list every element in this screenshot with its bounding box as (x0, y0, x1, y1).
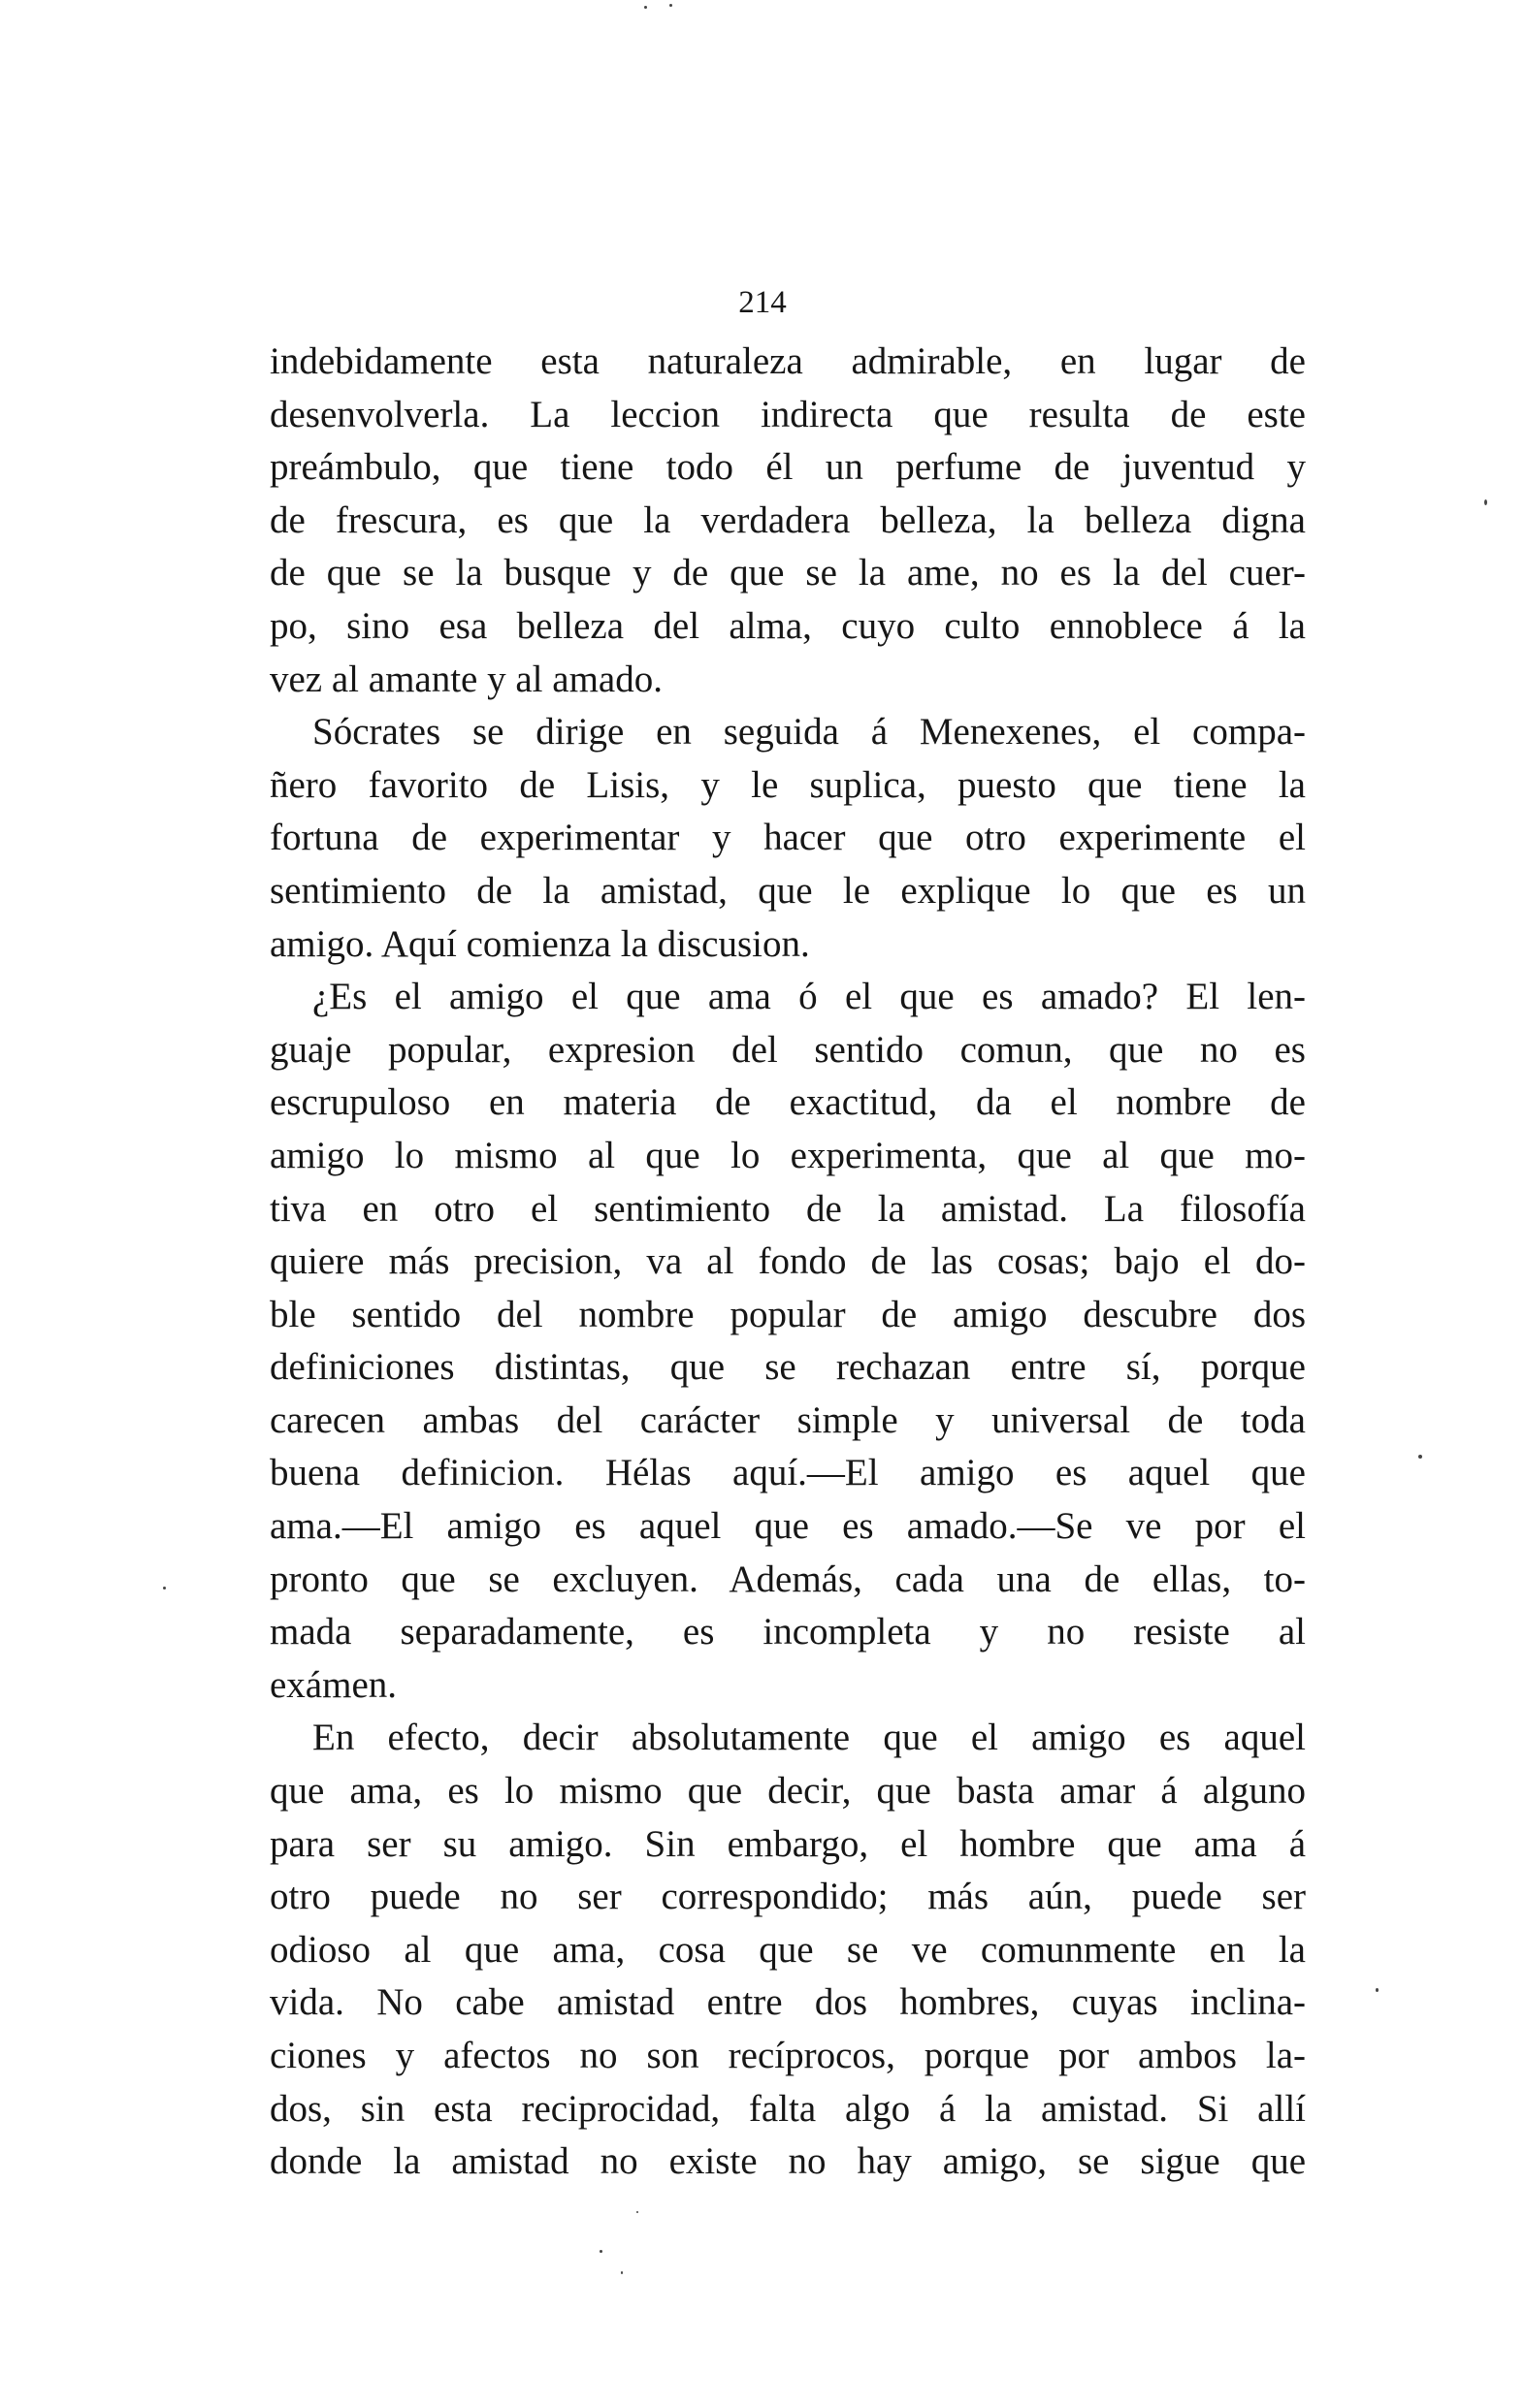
scan-speck (621, 2271, 623, 2274)
text-line: de frescura, es que la verdadera belleza, la belleza digna (270, 498, 1306, 541)
scan-speck (163, 1587, 166, 1589)
scan-speck (669, 4, 672, 7)
scan-speck (636, 2211, 638, 2213)
text-line: vez al amante y al amado. (270, 658, 663, 700)
text-line: carecen ambas del carácter simple y universal de toda (270, 1398, 1306, 1441)
text-line: exámen. (270, 1663, 398, 1706)
scan-speck (1418, 1455, 1422, 1459)
text-line: definiciones distintas, que se rechazan entre sí, porque (270, 1346, 1306, 1389)
text-line: otro puede no ser correspondido; más aún, puede ser (270, 1876, 1306, 1918)
text-line: buena definicion. Hélas aquí.—El amigo es aquel que (270, 1452, 1306, 1494)
text-line: sentimiento de la amistad, que le explique lo que es un (270, 869, 1306, 912)
text-line: preámbulo, que tiene todo él un perfume de juventud y (270, 446, 1306, 489)
text-line: que ama, es lo mismo que decir, que basta amar á alguno (270, 1770, 1306, 1813)
text-line: Sócrates se dirige en seguida á Menexenes, el compa- (312, 711, 1306, 754)
scan-speck (1484, 499, 1487, 505)
scan-speck (1376, 1988, 1379, 1992)
scan-speck (600, 2250, 602, 2253)
text-line: ñero favorito de Lisis, y le suplica, puesto que tiene la (270, 763, 1306, 806)
text-line: indebidamente esta naturaleza admirable, en lugar de (270, 340, 1306, 382)
text-line: donde la amistad no existe no hay amigo, se sigue que (270, 2140, 1306, 2183)
text-line: amigo. Aquí comienza la discusion. (270, 922, 810, 965)
text-line: ¿Es el amigo el que ama ó el que es amado? El len- (312, 976, 1306, 1018)
text-line: vida. No cabe amistad entre dos hombres, cuyas inclina- (270, 1981, 1306, 2024)
text-line: quiere más precision, va al fondo de las cosas; bajo el do- (270, 1240, 1306, 1283)
text-line: mada separadamente, es incompleta y no resiste al (270, 1611, 1306, 1653)
text-line: pronto que se excluyen. Además, cada una de ellas, to- (270, 1557, 1306, 1600)
body-text (270, 336, 1306, 2189)
text-line: po, sino esa belleza del alma, cuyo culto ennoblece á la (270, 604, 1306, 647)
text-line: guaje popular, expresion del sentido comun, que no es (270, 1028, 1306, 1071)
text-line: amigo lo mismo al que lo experimenta, que al que mo- (270, 1134, 1306, 1176)
text-line: para ser su amigo. Sin embargo, el hombre que ama á (270, 1822, 1306, 1865)
text-line: escrupuloso en materia de exactitud, da el nombre de (270, 1081, 1306, 1124)
text-line: ble sentido del nombre popular de amigo descubre dos (270, 1293, 1306, 1335)
text-line: odioso al que ama, cosa que se ve comunmente en la (270, 1928, 1306, 1971)
text-line: fortuna de experimentar y hacer que otro experimente el (270, 817, 1306, 859)
text-line: dos, sin esta reciprocidad, falta algo á la amistad. Si allí (270, 2087, 1306, 2130)
scan-speck (644, 6, 647, 9)
text-line: ama.—El amigo es aquel que es amado.—Se ve por el (270, 1505, 1306, 1548)
text-line: de que se la busque y de que se la ame, no es la del cuer- (270, 552, 1306, 594)
text-line: En efecto, decir absolutamente que el amigo es aquel (312, 1717, 1306, 1759)
text-line: ciones y afectos no son recíprocos, porque por ambos la- (270, 2035, 1306, 2076)
text-line: tiva en otro el sentimiento de la amistad. La filosofía (270, 1187, 1306, 1230)
page-number: 214 (738, 285, 787, 320)
text-line: desenvolverla. La leccion indirecta que resulta de este (270, 393, 1306, 435)
